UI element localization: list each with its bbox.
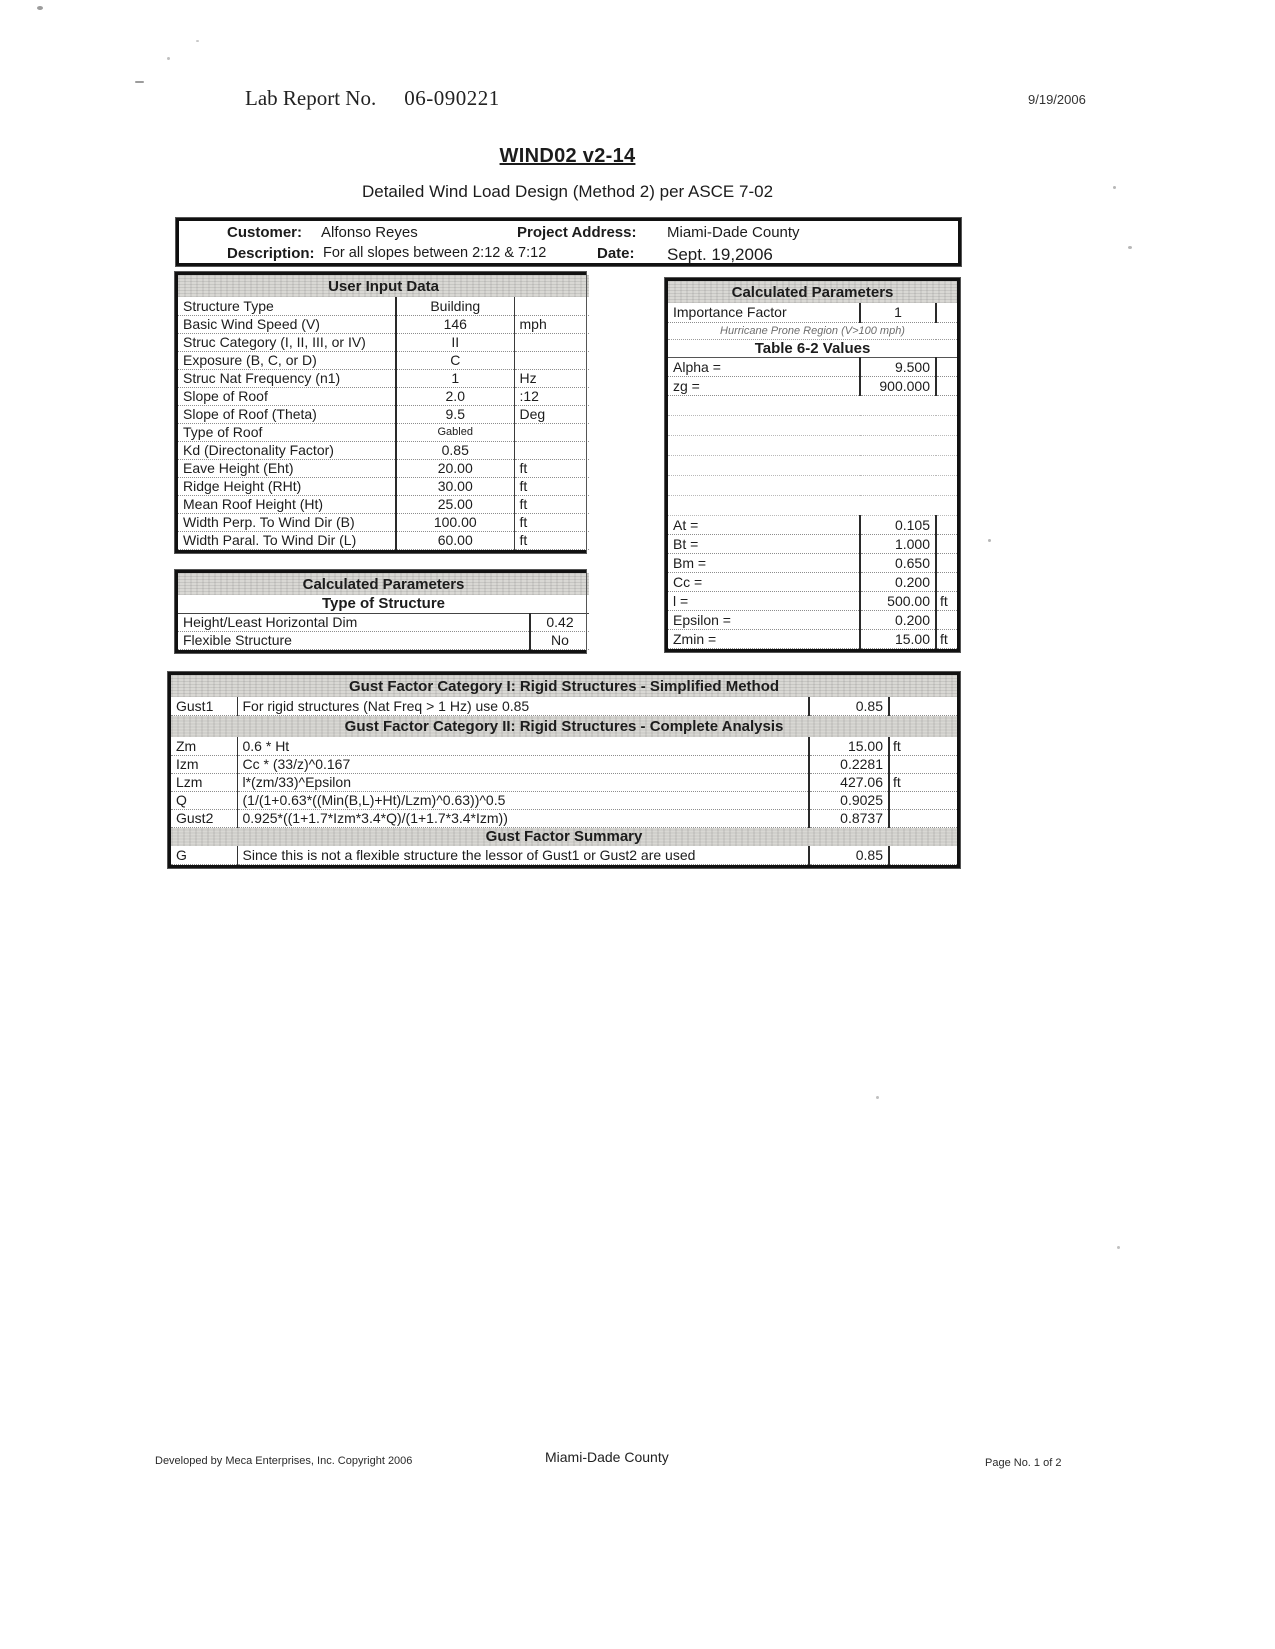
table-row	[178, 531, 589, 549]
scan-artifact	[135, 81, 144, 83]
row-unit	[889, 846, 957, 864]
row-label: Cc =	[668, 572, 860, 591]
row-label: Importance Factor	[668, 303, 860, 322]
table-row	[178, 495, 589, 513]
row-value: 0.200	[860, 610, 936, 629]
calc-left-title: Calculated Parameters	[178, 573, 589, 595]
table-row	[178, 369, 589, 387]
row-unit	[936, 572, 957, 591]
row-label: Bt =	[668, 534, 860, 553]
row-label: Struc Nat Frequency (n1)	[178, 369, 396, 387]
row-value: 2.0	[396, 387, 514, 405]
project-address-label: Project Address:	[517, 224, 637, 241]
row-desc: Since this is not a flexible structure the lessor of Gust1 or Gust2 are used	[237, 846, 809, 864]
row-value: 1.000	[860, 534, 936, 553]
title-block	[175, 145, 960, 202]
row-name: Zm	[171, 737, 237, 755]
hurricane-note: Hurricane Prone Region (V>100 mph)	[668, 322, 957, 339]
table-row	[178, 631, 589, 649]
table-row	[178, 613, 589, 631]
row-value: 30.00	[396, 477, 514, 495]
page-title: WIND02 v2-14	[499, 145, 636, 167]
row-value: 0.105	[860, 515, 936, 534]
row-value: 20.00	[396, 459, 514, 477]
row-label: Kd (Directonality Factor)	[178, 441, 396, 459]
row-value: Gabled	[396, 423, 514, 441]
empty-row	[668, 455, 957, 475]
user-input-table	[175, 272, 586, 553]
empty-row	[668, 395, 957, 415]
print-date: 9/19/2006	[1028, 92, 1086, 107]
customer-label: Customer:	[227, 224, 303, 241]
info-row-1	[179, 224, 958, 245]
row-label: At =	[668, 515, 860, 534]
row-unit	[514, 423, 589, 441]
row-unit	[936, 303, 957, 322]
scan-artifact	[1113, 186, 1116, 189]
row-unit: ft	[514, 531, 589, 549]
row-value: 9.500	[860, 357, 936, 376]
row-label: Mean Roof Height (Ht)	[178, 495, 396, 513]
empty-row	[668, 415, 957, 435]
row-label: Width Paral. To Wind Dir (L)	[178, 531, 396, 549]
row-unit	[889, 755, 957, 773]
calc-right-title: Calculated Parameters	[668, 281, 957, 303]
row-unit: ft	[514, 459, 589, 477]
row-unit: :12	[514, 387, 589, 405]
row-label: Bm =	[668, 553, 860, 572]
row-value: 0.85	[396, 441, 514, 459]
table-row	[668, 591, 957, 610]
row-unit	[514, 297, 589, 315]
row-value: 900.000	[860, 376, 936, 395]
info-row-2	[179, 245, 958, 266]
gust-summary-title: Gust Factor Summary	[171, 827, 957, 846]
row-value: 0.650	[860, 553, 936, 572]
row-label: Zmin =	[668, 629, 860, 648]
scan-artifact	[196, 40, 199, 42]
table-row	[668, 629, 957, 648]
row-value: 146	[396, 315, 514, 333]
calc-params-left-table	[175, 570, 586, 653]
row-value: 15.00	[860, 629, 936, 648]
table-row	[178, 477, 589, 495]
row-value: No	[530, 631, 589, 649]
row-desc: (1/(1+0.63*((Min(B,L)+Ht)/Lzm)^0.63))^0.5	[237, 791, 809, 809]
row-label: Width Perp. To Wind Dir (B)	[178, 513, 396, 531]
row-value: 0.85	[809, 697, 889, 715]
table-row	[668, 376, 957, 395]
row-label: Slope of Roof (Theta)	[178, 405, 396, 423]
gust-cat1-title: Gust Factor Category I: Rigid Structures - Simplified Method	[171, 675, 957, 697]
project-address-value: Miami-Dade County	[667, 224, 800, 241]
row-label: Struc Category (I, II, III, or IV)	[178, 333, 396, 351]
row-unit: ft	[889, 773, 957, 791]
calc-params-right-table	[665, 278, 960, 652]
customer-value: Alfonso Reyes	[321, 224, 418, 241]
row-label: Type of Roof	[178, 423, 396, 441]
row-value: 427.06	[809, 773, 889, 791]
table-row	[178, 513, 589, 531]
row-unit: ft	[514, 513, 589, 531]
calc-left-subtitle: Type of Structure	[178, 595, 589, 613]
row-label: Structure Type	[178, 297, 396, 315]
table-row	[171, 791, 957, 809]
table-row	[171, 755, 957, 773]
row-desc: For rigid structures (Nat Freq > 1 Hz) use 0.85	[237, 697, 809, 715]
row-label: Eave Height (Eht)	[178, 459, 396, 477]
row-unit: mph	[514, 315, 589, 333]
scan-artifact	[1128, 246, 1132, 249]
row-value: 9.5	[396, 405, 514, 423]
row-desc: 0.925*((1+1.7*Izm*3.4*Q)/(1+1.7*3.4*Izm))	[237, 809, 809, 827]
date-value: Sept. 19,2006	[667, 245, 773, 264]
row-unit: ft	[514, 477, 589, 495]
row-value: 0.2281	[809, 755, 889, 773]
row-value: 0.9025	[809, 791, 889, 809]
table-row	[178, 405, 589, 423]
table-row	[178, 351, 589, 369]
row-unit: Hz	[514, 369, 589, 387]
row-value: 500.00	[860, 591, 936, 610]
row-label: Height/Least Horizontal Dim	[178, 613, 530, 631]
row-unit	[936, 515, 957, 534]
scan-artifact	[988, 539, 991, 542]
user-input-title: User Input Data	[178, 275, 589, 297]
table-row	[668, 534, 957, 553]
row-label: Alpha =	[668, 357, 860, 376]
empty-row	[668, 435, 957, 455]
row-label: Ridge Height (RHt)	[178, 477, 396, 495]
scan-artifact	[167, 57, 170, 60]
row-name: G	[171, 846, 237, 864]
empty-row	[668, 495, 957, 515]
row-unit: ft	[936, 629, 957, 648]
row-value: II	[396, 333, 514, 351]
description-label: Description:	[227, 245, 315, 262]
table-row	[178, 423, 589, 441]
gust-cat2-title: Gust Factor Category II: Rigid Structures - Complete Analysis	[171, 715, 957, 737]
table-row	[668, 357, 957, 376]
table-row	[178, 333, 589, 351]
row-unit	[936, 357, 957, 376]
row-desc: 0.6 * Ht	[237, 737, 809, 755]
row-label: l =	[668, 591, 860, 610]
row-desc: Cc * (33/z)^0.167	[237, 755, 809, 773]
row-unit	[936, 376, 957, 395]
row-unit	[514, 333, 589, 351]
row-name: Gust2	[171, 809, 237, 827]
row-value: Building	[396, 297, 514, 315]
page-subtitle: Detailed Wind Load Design (Method 2) per ASCE 7-02	[361, 182, 774, 201]
table-row	[668, 572, 957, 591]
row-value: 15.00	[809, 737, 889, 755]
description-value: For all slopes between 2:12 & 7:12	[323, 245, 547, 261]
row-name: Gust1	[171, 697, 237, 715]
date-label: Date:	[597, 245, 635, 262]
row-unit: ft	[514, 495, 589, 513]
row-unit	[936, 553, 957, 572]
table-row	[668, 303, 957, 322]
table-row	[668, 553, 957, 572]
row-unit	[514, 351, 589, 369]
lab-report-number: 06-090221	[404, 86, 500, 110]
row-label: zg =	[668, 376, 860, 395]
row-desc: l*(zm/33)^Epsilon	[237, 773, 809, 791]
table-row	[178, 315, 589, 333]
footer-project: Miami-Dade County	[545, 1449, 669, 1465]
table-row	[668, 515, 957, 534]
row-unit	[936, 610, 957, 629]
lab-report-heading	[245, 86, 500, 111]
gust-factor-table	[168, 672, 960, 868]
row-unit	[936, 534, 957, 553]
project-info-box	[175, 218, 961, 266]
table-row	[171, 809, 957, 827]
row-label: Epsilon =	[668, 610, 860, 629]
row-value: 0.42	[530, 613, 589, 631]
row-value: 0.200	[860, 572, 936, 591]
row-value: 25.00	[396, 495, 514, 513]
row-unit	[889, 809, 957, 827]
row-unit: ft	[889, 737, 957, 755]
footer-developer: Developed by Meca Enterprises, Inc. Copyright 2006	[155, 1455, 413, 1467]
table-row	[178, 441, 589, 459]
empty-row	[668, 475, 957, 495]
table-row	[171, 846, 957, 864]
row-value: 100.00	[396, 513, 514, 531]
scan-artifact	[876, 1096, 879, 1099]
table-row	[178, 459, 589, 477]
table-row	[668, 610, 957, 629]
scan-artifact	[1117, 1246, 1120, 1249]
lab-report-label: Lab Report No.	[245, 86, 377, 110]
row-value: 1	[860, 303, 936, 322]
table62-title: Table 6-2 Values	[668, 339, 957, 357]
row-unit	[889, 697, 957, 715]
row-label: Exposure (B, C, or D)	[178, 351, 396, 369]
table-row	[178, 387, 589, 405]
row-label: Flexible Structure	[178, 631, 530, 649]
footer-page-number: Page No. 1 of 2	[985, 1457, 1062, 1469]
row-value: 60.00	[396, 531, 514, 549]
row-unit: Deg	[514, 405, 589, 423]
row-unit	[514, 441, 589, 459]
scan-artifact	[37, 6, 43, 10]
row-unit	[889, 791, 957, 809]
table-row	[171, 737, 957, 755]
table-row	[178, 297, 589, 315]
row-label: Slope of Roof	[178, 387, 396, 405]
row-name: Q	[171, 791, 237, 809]
table-row	[171, 697, 957, 715]
row-name: Lzm	[171, 773, 237, 791]
table-row	[171, 773, 957, 791]
row-name: Izm	[171, 755, 237, 773]
row-unit: ft	[936, 591, 957, 610]
row-label: Basic Wind Speed (V)	[178, 315, 396, 333]
row-value: 0.8737	[809, 809, 889, 827]
row-value: 1	[396, 369, 514, 387]
row-value: C	[396, 351, 514, 369]
row-value: 0.85	[809, 846, 889, 864]
